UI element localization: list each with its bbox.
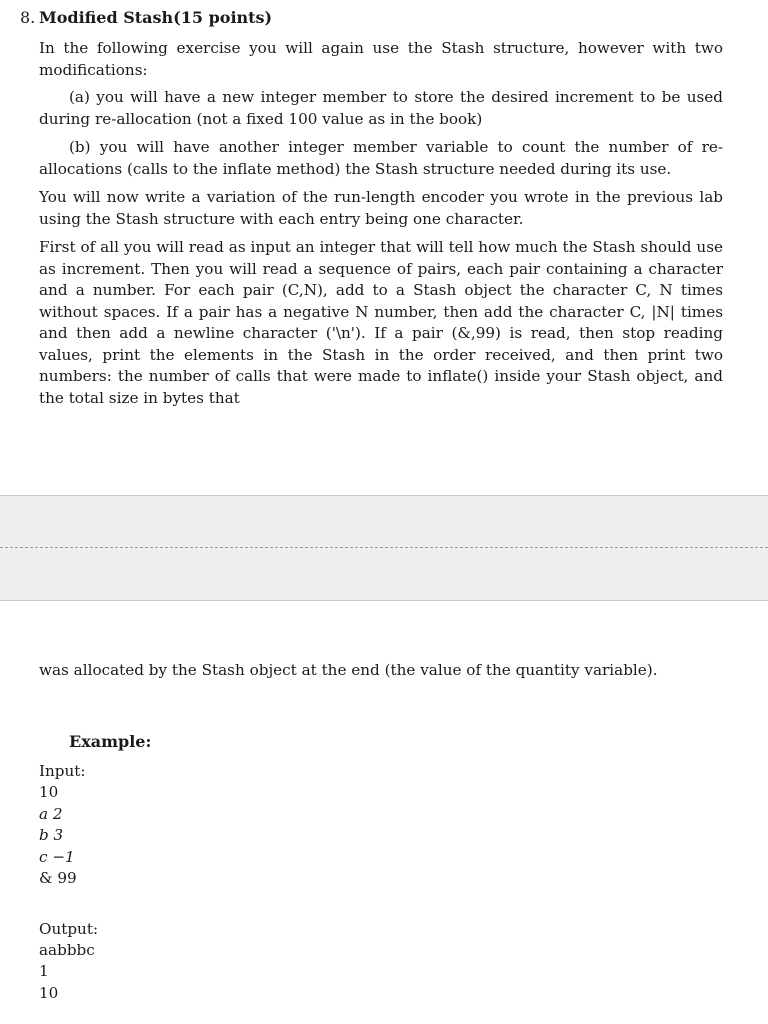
input-line: & 99 [39, 869, 77, 887]
input-line: b 3 [39, 826, 64, 844]
intro-paragraph: In the following exercise you will again use the Stash structure, however with two modifications: [39, 39, 723, 79]
output-label: Output: [39, 920, 99, 938]
output-line: 10 [39, 984, 59, 1002]
output-line: 1 [39, 962, 49, 980]
input-label: Input: [39, 762, 86, 780]
input-line: c −1 [39, 848, 75, 866]
input-line: 10 [39, 783, 59, 801]
problem-heading [20, 7, 272, 29]
task-paragraph: You will now write a variation of the run-length encoder you wrote in the previous lab using the Stash structure with each entry being one character. [39, 188, 723, 228]
example-title: Example: [69, 732, 152, 751]
details-paragraph: First of all you will read as input an integer that will tell how much the Stash should use as increment. Then you will read a sequence of pairs, each pair containing a character and a number. For each pair (C,N), add to a Stash object the character C, N times without spaces. If a pair has a negative N number, then add the character C, |N| times and then add a newline character ('\n'). If a pair (&,99) is read, then stop reading values, print the elements in the Stash in the order received, and then print two numbers: the number of calls that were made to inflate() inside your Stash object, and the total size in bytes that [39, 238, 723, 407]
modification-b: (b) you will have another integer member variable to count the number of re-allocations (calls to the inflate method) the Stash structure needed during its use. [39, 138, 723, 178]
problem-title: Modified Stash(15 points) [39, 8, 273, 27]
page-break-gap [0, 495, 768, 601]
problem-number: 8. [20, 8, 36, 27]
continuation-paragraph: was allocated by the Stash object at the end (the value of the quantity variable). [39, 661, 658, 679]
input-line: a 2 [39, 805, 63, 823]
modification-a: (a) you will have a new integer member to store the desired increment to be used during re-allocation (not a fixed 100 value as in the book) [39, 88, 723, 128]
page-break-dashed-line [0, 547, 768, 548]
output-line: aabbbc [39, 941, 95, 959]
